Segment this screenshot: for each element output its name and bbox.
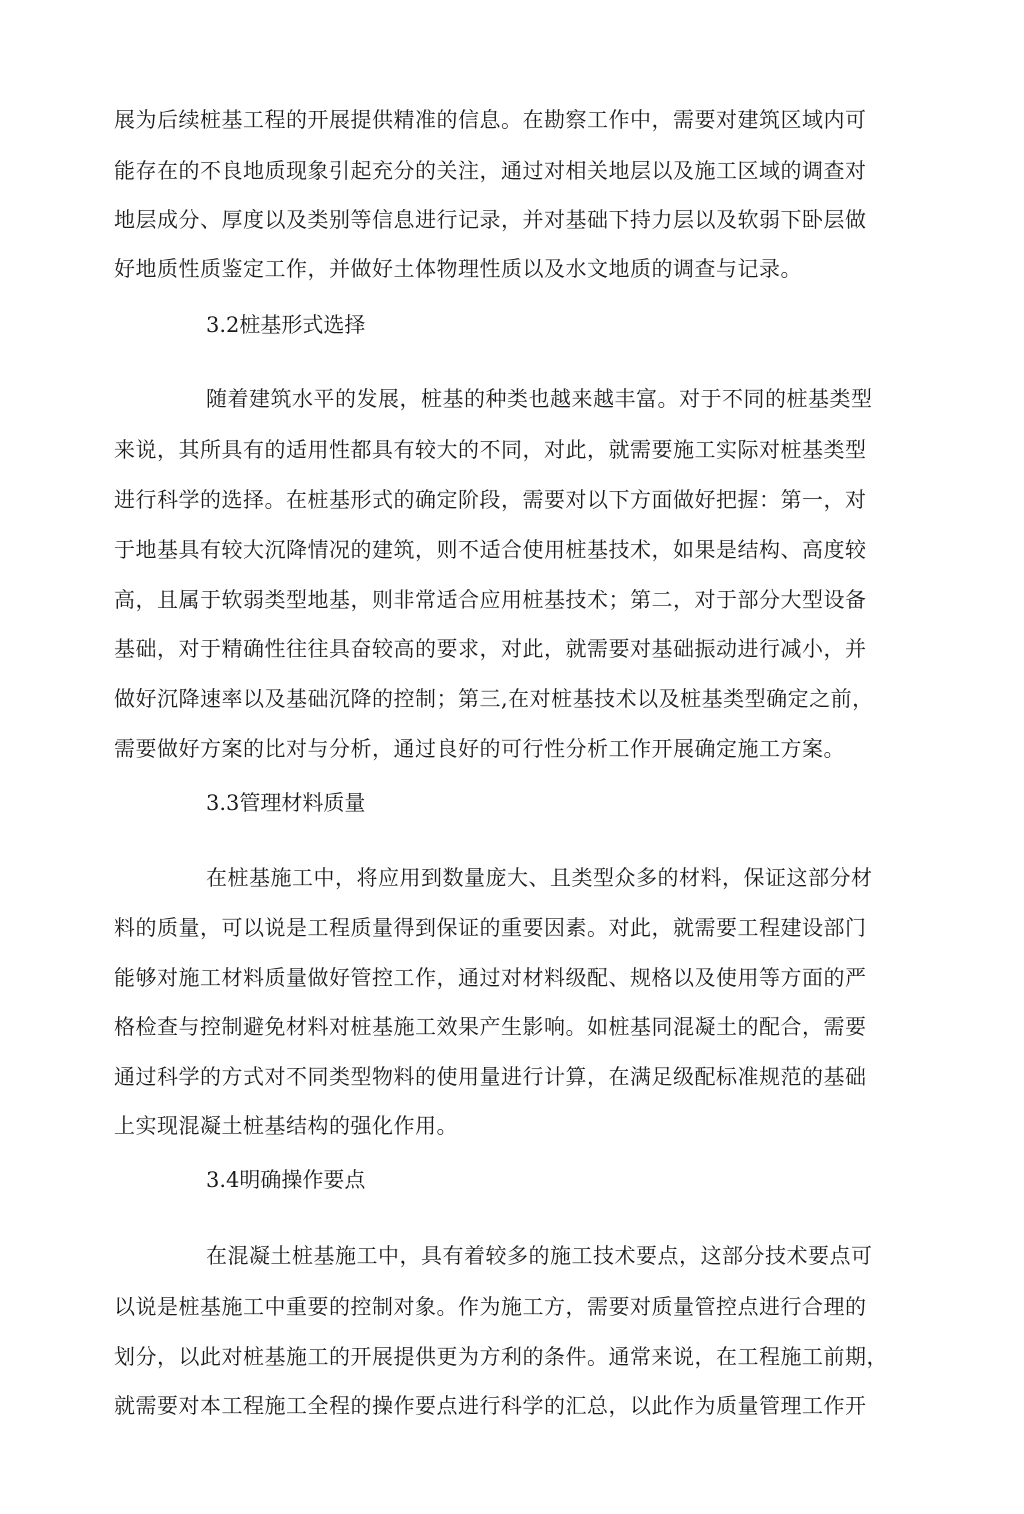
body-text-line: 能够对施工材料质量做好管控工作，通过对材料级配、规格以及使用等方面的严	[114, 966, 867, 990]
section-heading: 3.2桩基形式选择	[206, 313, 366, 337]
body-text-line: 随着建筑水平的发展，桩基的种类也越来越丰富。对于不同的桩基类型	[206, 387, 873, 411]
body-text-line: 就需要对本工程施工全程的操作要点进行科学的汇总，以此作为质量管理工作开	[114, 1394, 867, 1418]
body-text-line: 高，且属于软弱类型地基，则非常适合应用桩基技术；第二，对于部分大型设备	[114, 588, 867, 612]
body-text-line: 格检查与控制避免材料对桩基施工效果产生影响。如桩基同混凝土的配合，需要	[114, 1015, 867, 1039]
body-text-line: 展为后续桩基工程的开展提供精准的信息。在勘察工作中，需要对建筑区域内可	[114, 108, 867, 132]
body-text-line: 料的质量，可以说是工程质量得到保证的重要因素。对此，就需要工程建设部门	[114, 916, 867, 940]
section-heading: 3.3管理材料质量	[206, 791, 366, 815]
body-text-line: 在混凝土桩基施工中，具有着较多的施工技术要点，这部分技术要点可	[206, 1244, 873, 1268]
body-text-line: 基础，对于精确性往往具奋较高的要求，对此，就需要对基础振动进行减小，并	[114, 637, 867, 661]
body-text-line: 好地质性质鉴定工作，并做好土体物理性质以及水文地质的调查与记录。	[114, 257, 802, 281]
body-text-line: 进行科学的选择。在桩基形式的确定阶段，需要对以下方面做好把握：第一，对	[114, 488, 867, 512]
body-text-line: 于地基具有较大沉降情况的建筑，则不适合使用桩基技术，如果是结构、高度较	[114, 538, 867, 562]
body-text-line: 做好沉降速率以及基础沉降的控制；第三,在对桩基技术以及桩基类型确定之前，	[114, 687, 874, 711]
body-text-line: 以说是桩基施工中重要的控制对象。作为施工方，需要对质量管控点进行合理的	[114, 1295, 867, 1319]
body-text-line: 地层成分、厚度以及类别等信息进行记录，并对基础下持力层以及软弱下卧层做	[114, 208, 867, 232]
body-text-line: 通过科学的方式对不同类型物料的使用量进行计算，在满足级配标准规范的基础	[114, 1065, 867, 1089]
body-text-line: 需要做好方案的比对与分析，通过良好的可行性分析工作开展确定施工方案。	[114, 737, 845, 761]
body-text-line: 来说，其所具有的适用性都具有较大的不同，对此，就需要施工实际对桩基类型	[114, 438, 867, 462]
body-text-line: 能存在的不良地质现象引起充分的关注，通过对相关地层以及施工区域的调查对	[114, 159, 867, 183]
section-heading: 3.4明确操作要点	[206, 1168, 366, 1192]
body-text-line: 在桩基施工中，将应用到数量庞大、且类型众多的材料，保证这部分材	[206, 866, 873, 890]
body-text-line: 划分，以此对桩基施工的开展提供更为方利的条件。通常来说，在工程施工前期，	[114, 1345, 888, 1369]
body-text-line: 上实现混凝土桩基结构的强化作用。	[114, 1114, 458, 1138]
